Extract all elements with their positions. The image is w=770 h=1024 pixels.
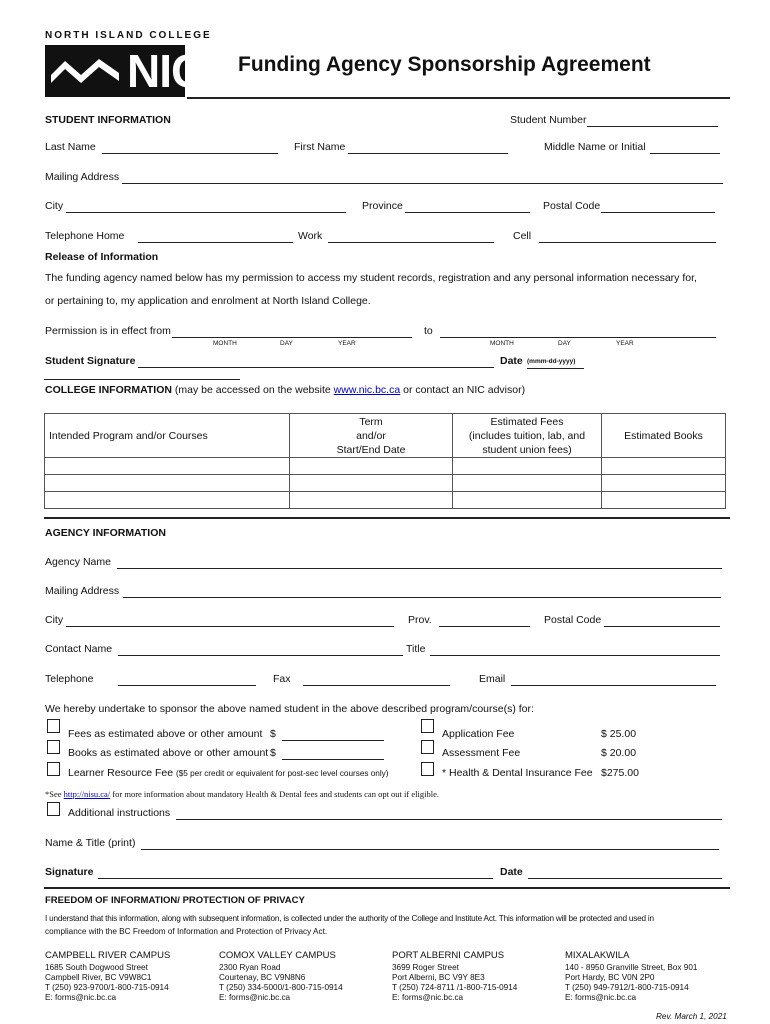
application-fee-label: Application Fee (442, 728, 515, 740)
form-title: Funding Agency Sponsorship Agreement (238, 53, 651, 76)
to-month-label: MONTH (490, 340, 514, 347)
table-cell[interactable] (602, 492, 726, 509)
table-cell[interactable] (290, 458, 453, 475)
agency-mailing-label: Mailing Address (45, 585, 120, 597)
agency-postal-label: Postal Code (544, 614, 602, 626)
agency-name-field[interactable] (117, 568, 722, 569)
campus-port-alberni (392, 950, 562, 1002)
fees-header-line-3: student union fees) (482, 443, 572, 456)
agency-city-label: City (45, 614, 64, 626)
agency-date-label: Date (500, 866, 523, 878)
campus-address-2: Courtenay, BC V9N8N6 (219, 973, 306, 982)
learner-fee-text: Learner Resource Fee (68, 767, 174, 779)
contact-name-label: Contact Name (45, 643, 113, 655)
city-label: City (45, 200, 64, 212)
books-dollar-sign: $ (270, 747, 276, 759)
undertake-text: We hereby undertake to sponsor the above named student in the above described program/course(s) for: (45, 703, 534, 715)
contact-title-label: Title (406, 643, 426, 655)
agency-email-field[interactable] (511, 685, 716, 686)
permission-label: Permission is in effect from (45, 325, 171, 337)
nic-logo (45, 45, 204, 97)
first-name-field[interactable] (348, 153, 508, 154)
section-divider (44, 887, 730, 889)
program-column-header: Intended Program and/or Courses (45, 414, 290, 458)
date-format-hint: (mmm-dd-yyyy) (527, 358, 576, 365)
campus-name: CAMPBELL RIVER CAMPUS (45, 950, 171, 961)
campus-phone: T (250) 949-7912/1-800-715-0914 (565, 983, 689, 992)
agency-telephone-field[interactable] (118, 685, 256, 686)
term-header-line-1: Term (359, 415, 383, 428)
college-name: NORTH ISLAND COLLEGE (45, 30, 212, 41)
fees-amount-field[interactable] (282, 740, 384, 741)
last-name-label: Last Name (45, 141, 96, 153)
fees-header-line-2: (includes tuition, lab, and (468, 429, 586, 442)
agency-date-field[interactable] (528, 878, 722, 879)
header-divider (187, 97, 730, 99)
term-column-header (290, 414, 453, 458)
campus-name: COMOX VALLEY CAMPUS (219, 950, 336, 961)
release-text-2: or pertaining to, my application and enrolment at North Island College. (45, 295, 371, 307)
campus-email[interactable]: E: forms@nic.bc.ca (392, 993, 464, 1002)
table-cell[interactable] (45, 475, 290, 492)
agency-prov-field[interactable] (439, 626, 530, 627)
assessment-fee-checkbox[interactable] (421, 740, 434, 754)
fees-checkbox[interactable] (47, 719, 60, 733)
telephone-home-label: Telephone Home (45, 230, 125, 242)
agency-city-field[interactable] (66, 626, 394, 627)
campus-name: PORT ALBERNI CAMPUS (392, 950, 505, 961)
college-note-pre: (may be accessed on the website (174, 384, 331, 396)
college-info-table (44, 413, 726, 509)
learner-fee-label (68, 767, 389, 779)
agency-postal-field[interactable] (604, 626, 720, 627)
work-label: Work (298, 230, 323, 242)
city-field[interactable] (66, 212, 346, 213)
term-header-line-3: Start/End Date (336, 443, 406, 456)
campus-comox-valley (219, 950, 389, 1002)
term-header-line-2: and/or (356, 429, 386, 442)
college-info-heading: COLLEGE INFORMATION (45, 384, 172, 396)
additional-instructions-checkbox[interactable] (47, 802, 60, 816)
student-info-heading: STUDENT INFORMATION (45, 114, 171, 126)
province-field[interactable] (405, 212, 530, 213)
mailing-address-label: Mailing Address (45, 171, 120, 183)
agency-email-label: Email (479, 673, 506, 685)
table-cell[interactable] (453, 475, 602, 492)
table-row (45, 492, 726, 509)
agency-signature-field[interactable] (98, 878, 493, 879)
from-day-label: DAY (280, 340, 293, 347)
see-nisu-note (45, 789, 439, 799)
table-row (45, 458, 726, 475)
fees-column-header (453, 414, 602, 458)
permission-to-field[interactable] (440, 337, 716, 338)
table-cell[interactable] (290, 475, 453, 492)
revision-date: Rev. March 1, 2021 (656, 1012, 727, 1021)
table-cell[interactable] (602, 458, 726, 475)
learner-fee-checkbox[interactable] (47, 762, 60, 776)
health-fee-amount: $275.00 (601, 767, 639, 779)
college-note-post: or contact an NIC advisor) (403, 384, 526, 396)
campus-name: MIXALAKWILA (565, 950, 630, 961)
campus-phone: T (250) 724-8711 /1-800-715-0914 (392, 983, 518, 992)
see-note-post: for more information about mandatory Health & Dental fees and students can opt out if eligible. (112, 789, 439, 799)
release-text-1: The funding agency named below has my permission to access my student records, registration and any personal information necessary for, (45, 272, 697, 284)
campus-mixalakwila (565, 950, 735, 1002)
college-info-line (45, 384, 525, 396)
campus-address-1: 2300 Ryan Road (219, 963, 281, 972)
books-column-header: Estimated Books (602, 414, 726, 458)
student-signature-label: Student Signature (45, 355, 136, 367)
books-checkbox[interactable] (47, 740, 60, 754)
cell-field[interactable] (539, 242, 716, 243)
section-divider (44, 517, 730, 519)
from-year-label: YEAR (338, 340, 356, 347)
postal-code-field[interactable] (601, 212, 715, 213)
campus-email[interactable]: E: forms@nic.bc.ca (45, 993, 117, 1002)
student-signature-field[interactable] (138, 367, 494, 368)
campus-address-2: Port Hardy, BC V0N 2P0 (565, 973, 655, 982)
campus-campbell-river (45, 950, 215, 1002)
wave-logo-icon (47, 45, 127, 97)
contact-name-field[interactable] (118, 655, 403, 656)
agency-info-heading: AGENCY INFORMATION (45, 527, 166, 539)
assessment-fee-label: Assessment Fee (442, 747, 521, 759)
campus-email[interactable]: E: forms@nic.bc.ca (219, 993, 291, 1002)
fees-label: Fees as estimated above or other amount (68, 728, 263, 740)
foi-text-1: I understand that this information, along with subsequent information, is collected under the authority of the College and Institute Act. This information will be protected and used in (45, 914, 654, 923)
name-title-field[interactable] (141, 849, 719, 850)
last-name-field[interactable] (102, 153, 278, 154)
nic-website-link[interactable]: www.nic.bc.ca (333, 384, 401, 396)
middle-name-field[interactable] (650, 153, 720, 154)
logo-text: NIC (127, 45, 204, 97)
name-title-label: Name & Title (print) (45, 837, 136, 849)
to-year-label: YEAR (616, 340, 634, 347)
cell-label: Cell (513, 230, 532, 242)
first-name-label: First Name (294, 141, 346, 153)
permission-from-field[interactable] (172, 337, 412, 338)
telephone-home-field[interactable] (138, 242, 293, 243)
health-fee-label: * Health & Dental Insurance Fee (442, 767, 593, 779)
postal-code-label: Postal Code (543, 200, 601, 212)
table-cell[interactable] (45, 492, 290, 509)
from-month-label: MONTH (213, 340, 237, 347)
fees-dollar-sign: $ (270, 728, 276, 740)
agency-signature-label: Signature (45, 866, 94, 878)
campus-address-2: Campbell River, BC V9W8C1 (45, 973, 152, 982)
campus-address-2: Port Alberni, BC V9Y 8E3 (392, 973, 485, 982)
student-number-field[interactable] (587, 126, 718, 127)
table-cell[interactable] (602, 475, 726, 492)
student-number-label: Student Number (510, 114, 587, 126)
foi-heading: FREEDOM OF INFORMATION/ PROTECTION OF PRIVACY (45, 895, 305, 906)
signature-date-field[interactable] (527, 368, 584, 369)
table-row (45, 475, 726, 492)
campus-email[interactable]: E: forms@nic.bc.ca (565, 993, 637, 1002)
fees-header-line-1: Estimated Fees (490, 415, 564, 428)
contact-title-field[interactable] (430, 655, 720, 656)
work-field[interactable] (328, 242, 494, 243)
foi-text-2: compliance with the BC Freedom of Information and Protection of Privacy Act. (45, 927, 328, 936)
campus-address-1: 3699 Roger Street (392, 963, 459, 972)
agency-mailing-field[interactable] (123, 597, 721, 598)
agency-name-label: Agency Name (45, 556, 111, 568)
table-cell[interactable] (290, 492, 453, 509)
table-cell[interactable] (453, 458, 602, 475)
agency-fax-field[interactable] (303, 685, 450, 686)
nisu-link[interactable]: http://nisu.ca/ (63, 789, 111, 799)
agency-telephone-label: Telephone (45, 673, 94, 685)
health-fee-checkbox[interactable] (421, 762, 434, 776)
middle-name-label: Middle Name or Initial (544, 141, 646, 153)
learner-fee-note: ($5 per credit or equivalent for post-sec level courses only) (175, 769, 389, 778)
campus-phone: T (250) 334-5000/1-800-715-0914 (219, 983, 343, 992)
books-label: Books as estimated above or other amount (68, 747, 269, 759)
release-heading: Release of Information (45, 251, 159, 263)
signature-date-label: Date (500, 355, 523, 367)
table-cell[interactable] (453, 492, 602, 509)
additional-instructions-field[interactable] (176, 819, 722, 820)
agency-fax-label: Fax (273, 673, 291, 685)
section-divider (44, 379, 240, 380)
additional-instructions-label: Additional instructions (68, 807, 171, 819)
mailing-address-field[interactable] (122, 183, 723, 184)
application-fee-amount: $ 25.00 (601, 728, 637, 740)
application-fee-checkbox[interactable] (421, 719, 434, 733)
table-cell[interactable] (45, 458, 290, 475)
to-day-label: DAY (558, 340, 571, 347)
see-note-pre: *See (45, 789, 62, 799)
campus-address-1: 1685 South Dogwood Street (45, 963, 148, 972)
campus-address-1: 140 - 8950 Granville Street, Box 901 (565, 963, 698, 972)
books-amount-field[interactable] (282, 759, 384, 760)
permission-to-label: to (424, 325, 433, 337)
province-label: Province (362, 200, 403, 212)
agency-prov-label: Prov. (408, 614, 432, 626)
assessment-fee-amount: $ 20.00 (601, 747, 637, 759)
campus-phone: T (250) 923-9700/1-800-715-0914 (45, 983, 169, 992)
